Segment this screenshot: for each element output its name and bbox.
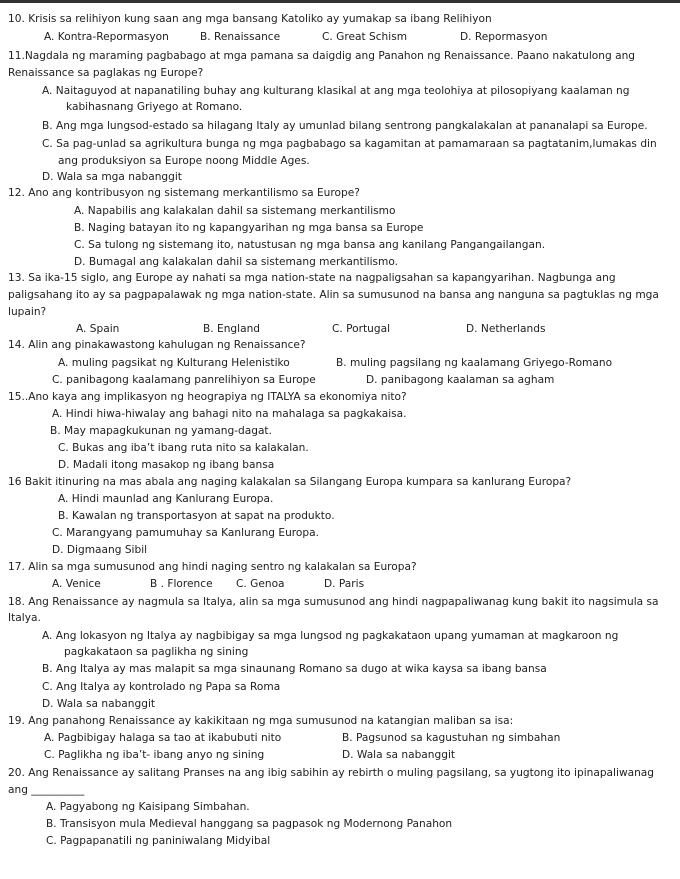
question-12-text: 12. Ano ang kontribusyon ng sistemang merkantilismo sa Europe? xyxy=(8,187,360,199)
q10-option-d: D. Repormasyon xyxy=(460,31,548,43)
q16-option-b: B. Kawalan ng transportasyon at sapat na produkto. xyxy=(58,510,335,522)
q18-option-b: B. Ang Italya ay mas malapit sa mga sinaunang Romano sa dugo at wika kaysa sa ibang bansa xyxy=(42,663,547,675)
question-14-text: 14. Alin ang pinakawastong kahulugan ng Renaissance? xyxy=(8,339,306,351)
q17-option-c: C. Genoa xyxy=(236,578,285,590)
q18-option-a-line-1: A. Ang lokasyon ng Italya ay nagbibigay sa mga lungsod ng pagkakataon upang yumaman at magkaroon ng xyxy=(42,630,619,642)
q13-option-b: B. England xyxy=(203,323,261,335)
q19-option-c: C. Paglikha ng iba’t- ibang anyo ng sining xyxy=(44,749,265,761)
q15-option-c: C. Bukas ang iba’t ibang ruta nito sa kalakalan. xyxy=(58,442,309,454)
q10-option-c: C. Great Schism xyxy=(322,31,408,43)
question-19-text: 19. Ang panahong Renaissance ay kakikitaan ng mga sumusunod na katangian maliban sa isa: xyxy=(8,715,514,727)
q16-option-d: D. Digmaang Sibil xyxy=(52,544,148,556)
q13-option-c: C. Portugal xyxy=(332,323,391,335)
q10-option-b: B. Renaissance xyxy=(200,31,281,43)
q11-option-a-line-2: kabihasnang Griyego at Romano. xyxy=(66,101,243,113)
q18-option-a-line-2: pagkakataon sa paglikha ng sining xyxy=(64,646,249,658)
q14-option-c: C. panibagong kaalamang panrelihiyon sa Europe xyxy=(52,374,316,386)
question-11-text-line-2: Renaissance sa paglakas ng Europe? xyxy=(8,67,204,79)
q17-option-d: D. Paris xyxy=(324,578,365,590)
q20-option-b: B. Transisyon mula Medieval hanggang sa pagpasok ng Modernong Panahon xyxy=(46,818,453,830)
top-border xyxy=(0,0,680,3)
q17-option-b: B . Florence xyxy=(150,578,213,590)
q18-option-d: D. Wala sa nabanggit xyxy=(42,698,156,710)
q15-option-b: B. May mapagkukunan ng yamang-dagat. xyxy=(50,425,272,437)
q19-option-a: A. Pagbibigay halaga sa tao at ikabubuti nito xyxy=(44,732,282,744)
q11-option-c-line-2: ang produksiyon sa Europe noong Middle Ages. xyxy=(58,155,310,167)
q17-option-a: A. Venice xyxy=(52,578,101,590)
q13-option-d: D. Netherlands xyxy=(466,323,546,335)
q11-option-d: D. Wala sa mga nabanggit xyxy=(42,171,182,183)
q11-option-c-line-1: C. Sa pag-unlad sa agrikultura bunga ng mga pagbabago sa kagamitan at pamamaraan sa pagtatanim,lumakas din xyxy=(42,138,657,150)
q19-option-b: B. Pagsunod sa kagustuhan ng simbahan xyxy=(342,732,561,744)
q15-option-a: A. Hindi hiwa-hiwalay ang bahagi nito na mahalaga sa pagkakaisa. xyxy=(52,408,407,420)
question-16-text: 16 Bakit itinuring na mas abala ang naging kalakalan sa Silangang Europa kumpara sa kanlurang Europa? xyxy=(8,476,572,488)
question-11-text-line-1: 11.Nagdala ng maraming pagbabago at mga pamana sa daigdig ang Panahon ng Renaissance. Paano nakatulong ang xyxy=(8,50,636,62)
question-13-text-line-3: lupain? xyxy=(8,306,47,318)
q14-option-d: D. panibagong kaalaman sa agham xyxy=(366,374,555,386)
q12-option-b: B. Naging batayan ito ng kapangyarihan ng mga bansa sa Europe xyxy=(74,222,424,234)
question-15-text: 15..Ano kaya ang implikasyon ng heograpiya ng ITALYA sa ekonomiya nito? xyxy=(8,391,407,403)
q16-option-c: C. Marangyang pamumuhay sa Kanlurang Europa. xyxy=(52,527,319,539)
question-20-text-line-2: ang __________ xyxy=(8,784,85,796)
q18-option-c: C. Ang Italya ay kontrolado ng Papa sa Roma xyxy=(42,681,281,693)
q14-option-b: B. muling pagsilang ng kaalamang Griyego-Romano xyxy=(336,357,613,369)
q20-option-c: C. Pagpapanatili ng paniniwalang Midyibal xyxy=(46,835,271,847)
q11-option-b: B. Ang mga lungsod-estado sa hilagang Italy ay umunlad bilang sentrong pangkalakalan at pananalapi sa Europe. xyxy=(42,120,648,132)
q12-option-a: A. Napabilis ang kalakalan dahil sa sistemang merkantilismo xyxy=(74,205,396,217)
question-10-text: 10. Krisis sa relihiyon kung saan ang mga bansang Katoliko ay yumakap sa ibang Relihiyon xyxy=(8,13,492,25)
q14-option-a: A. muling pagsikat ng Kulturang Helenistiko xyxy=(58,357,290,369)
question-18-text-line-2: Italya. xyxy=(8,612,41,624)
q10-option-a: A. Kontra-Repormasyon xyxy=(44,31,169,43)
question-17-text: 17. Alin sa mga sumusunod ang hindi naging sentro ng kalakalan sa Europa? xyxy=(8,561,417,573)
question-18-text-line-1: 18. Ang Renaissance ay nagmula sa Italya, alin sa mga sumusunod ang hindi nagpapaliwanag kung bakit ito nagsimula sa xyxy=(8,596,659,608)
q13-option-a: A. Spain xyxy=(76,323,120,335)
q12-option-c: C. Sa tulong ng sistemang ito, natustusan ng mga bansa ang kanilang Pangangailangan. xyxy=(74,239,546,251)
q11-option-a-line-1: A. Naitaguyod at napanatiling buhay ang kulturang klasikal at ang mga teolohiya at pilosopiyang kaalaman ng xyxy=(42,85,630,97)
q15-option-d: D. Madali itong masakop ng ibang bansa xyxy=(58,459,275,471)
question-13-text-line-2: paligsahang ito ay sa pagpapalawak ng mga nation-state. Alin sa sumusunod na bansa ang nanguna sa pagtuklas ng mga xyxy=(8,289,659,301)
question-20-text-line-1: 20. Ang Renaissance ay salitang Pranses na ang ibig sabihin ay rebirth o muling pagsilang, sa yugtong ito ipinapaliwanag xyxy=(8,767,655,779)
q12-option-d: D. Bumagal ang kalakalan dahil sa sistemang merkantilismo. xyxy=(74,256,399,268)
q19-option-d: D. Wala sa nabanggit xyxy=(342,749,456,761)
q20-option-a: A. Pagyabong ng Kaisipang Simbahan. xyxy=(46,801,250,813)
question-13-text-line-1: 13. Sa ika-15 siglo, ang Europe ay nahati sa mga nation-state na nagpaligsahan sa kapangyarihan. Nagbunga ang xyxy=(8,272,616,284)
q16-option-a: A. Hindi maunlad ang Kanlurang Europa. xyxy=(58,493,274,505)
